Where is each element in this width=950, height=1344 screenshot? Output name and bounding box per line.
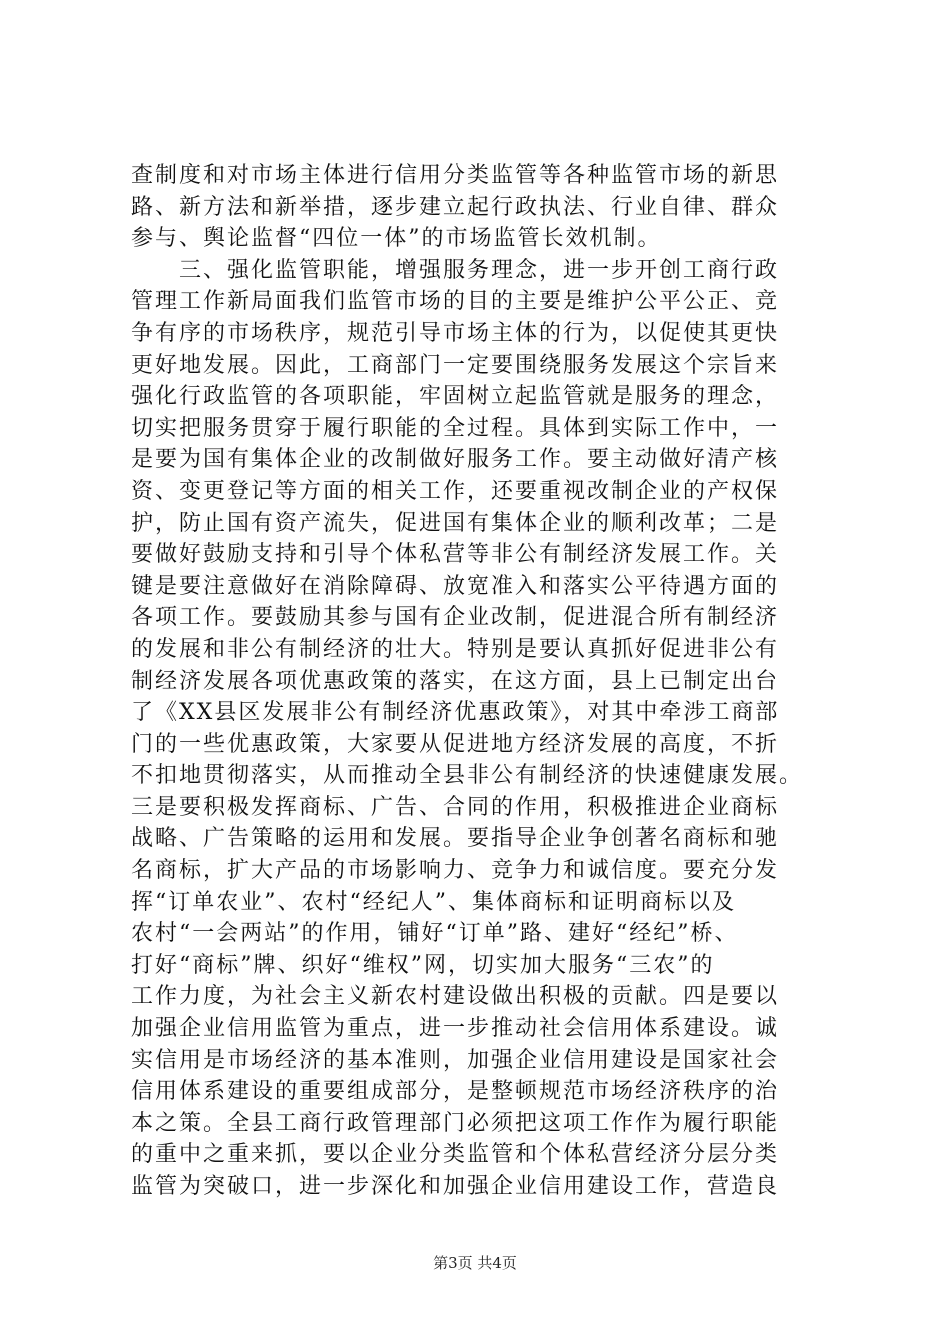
text-line: 各项工作。要鼓励其参与国有企业改制，促进混合所有制经济 xyxy=(131,605,780,631)
text-line: 切实把服务贯穿于履行职能的全过程。具体到实际工作中，一 xyxy=(131,415,780,441)
text-line: 管理工作新局面我们监管市场的目的主要是维护公平公正、竞 xyxy=(131,289,780,315)
text-line: 更好地发展。因此，工商部门一定要围绕服务发展这个宗旨来 xyxy=(131,352,780,378)
text-line: 是要为国有集体企业的改制做好服务工作。要主动做好清产核 xyxy=(131,447,780,473)
text-line: 键是要注意做好在消除障碍、放宽准入和落实公平待遇方面的 xyxy=(131,573,780,599)
text-line: 路、新方法和新举措，逐步建立起行政执法、行业自律、群众 xyxy=(131,194,780,220)
text-line: 参与、舆论监督“四位一体”的市场监管长效机制。 xyxy=(131,226,662,252)
text-line: 制经济发展各项优惠政策的落实，在这方面，县上已制定出台 xyxy=(131,668,780,694)
text-line: 的重中之重来抓，要以企业分类监管和个体私营经济分层分类 xyxy=(131,1142,780,1168)
text-line: 加强企业信用监管为重点，进一步推动社会信用体系建设。诚 xyxy=(131,1016,780,1042)
text-line: 三是要积极发挥商标、广告、合同的作用，积极推进企业商标 xyxy=(131,794,780,820)
text-line: 查制度和对市场主体进行信用分类监管等各种监管市场的新思 xyxy=(131,163,780,188)
text-line: 信用体系建设的重要组成部分，是整顿规范市场经济秩序的治 xyxy=(131,1079,780,1105)
text-line: 打好“商标”牌、织好“维权”网，切实加大服务“三农”的 xyxy=(131,952,715,978)
text-line: 护，防止国有资产流失，促进国有集体企业的顺利改革；二是 xyxy=(131,510,780,536)
text-line: 争有序的市场秩序，规范引导市场主体的行为，以促使其更快 xyxy=(131,320,780,346)
page-footer: 第3页 共4页 xyxy=(433,1254,517,1272)
text-line: 资、变更登记等方面的相关工作，还要重视改制企业的产权保 xyxy=(131,478,780,504)
text-line: 三、强化监管职能，增强服务理念，进一步开创工商行政 xyxy=(131,257,780,283)
text-line: 工作力度，为社会主义新农村建设做出积极的贡献。四是要以 xyxy=(131,984,780,1010)
text-line: 要做好鼓励支持和引导个体私营等非公有制经济发展工作。关 xyxy=(131,542,780,568)
text-line: 强化行政监管的各项职能，牢固树立起监管就是服务的理念， xyxy=(131,384,780,410)
text-line: 战略、广告策略的运用和发展。要指导企业争创著名商标和驰 xyxy=(131,826,780,852)
body-text xyxy=(131,160,831,1203)
text-line: 不扣地贯彻落实，从而推动全县非公有制经济的快速健康发展。 xyxy=(131,763,804,789)
text-line: 农村“一会两站”的作用，铺好“订单”路、建好“经纪”桥、 xyxy=(131,921,739,947)
text-line: 实信用是市场经济的基本准则，加强企业信用建设是国家社会 xyxy=(131,1047,780,1073)
text-line: 本之策。全县工商行政管理部门必须把这项工作作为履行职能 xyxy=(131,1110,780,1136)
text-line: 门的一些优惠政策，大家要从促进地方经济发展的高度，不折 xyxy=(131,731,780,757)
text-line: 了《XX县区发展非公有制经济优惠政策》，对其中牵涉工商部 xyxy=(131,700,780,726)
text-line: 名商标，扩大产品的市场影响力、竞争力和诚信度。要充分发 xyxy=(131,858,780,884)
text-line: 挥“订单农业”、农村“经纪人”、集体商标和证明商标以及 xyxy=(131,889,736,915)
text-line: 的发展和非公有制经济的壮大。特别是要认真抓好促进非公有 xyxy=(131,636,780,662)
text-line: 监管为突破口，进一步深化和加强企业信用建设工作，营造良 xyxy=(131,1174,780,1199)
